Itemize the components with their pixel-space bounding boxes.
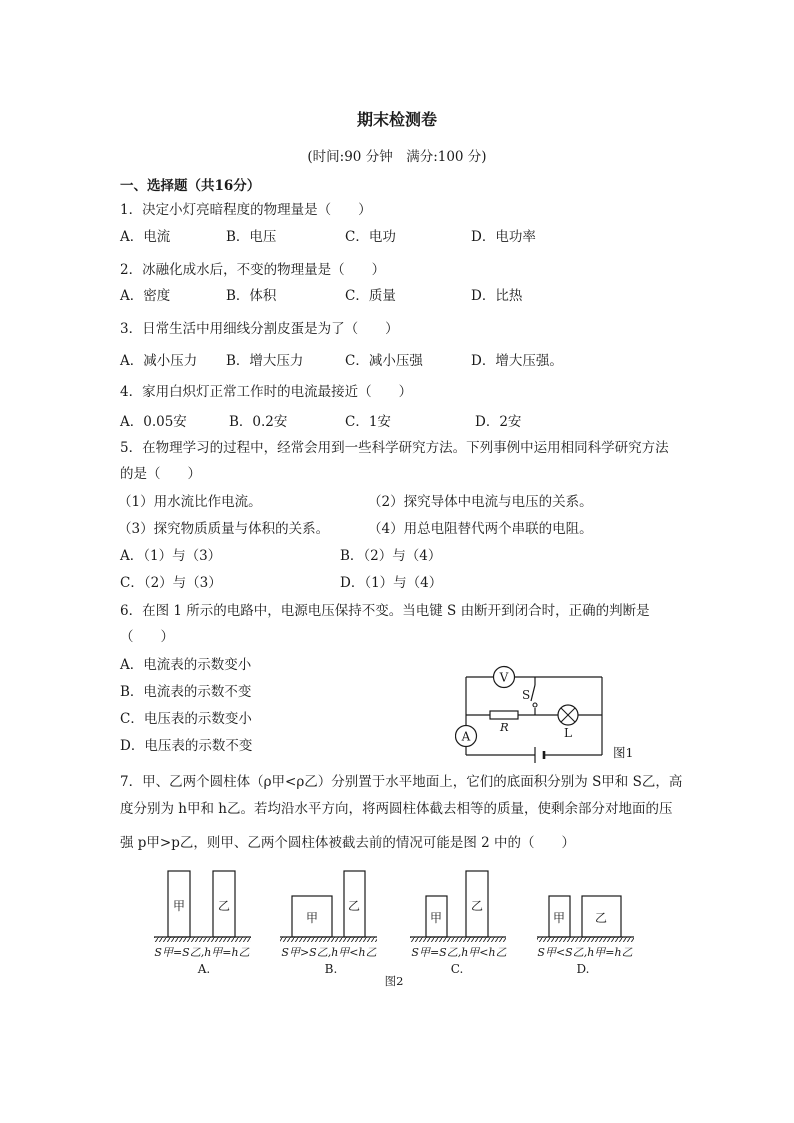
- question-2-option-d: D．比热: [471, 288, 523, 304]
- question-1-option-a: A．电流: [120, 229, 171, 245]
- panel-b: [280, 871, 377, 976]
- panel-c-condition: S甲=S乙,h甲<h乙: [411, 946, 507, 959]
- battery-symbol: [535, 747, 544, 763]
- question-6-option-d: D．电压表的示数不变: [120, 738, 253, 754]
- question-1-option-b: B．电压: [226, 229, 277, 245]
- figure-2-caption: 图2: [384, 974, 404, 988]
- question-5-item-4: （4）用总电阻替代两个串联的电阻。: [368, 521, 593, 537]
- question-6-option-b: B．电流表的示数不变: [120, 684, 252, 700]
- question-2-option-b: B．体积: [226, 288, 277, 304]
- panel-a-condition: S甲=S乙,h甲=h乙: [154, 946, 250, 959]
- block-yi: 乙: [347, 899, 361, 913]
- question-3-option-b: B．增大压力: [226, 353, 304, 369]
- question-7-stem-cont-1: 度分别为 h甲和 h乙。若均沿水平方向，将两圆柱体截去相等的质量，使剩余部分对地面的压: [120, 801, 673, 817]
- section-heading: 一、选择题（共16分）: [120, 178, 261, 194]
- block-yi: 乙: [217, 899, 231, 913]
- question-4-option-b: B．0.2安: [229, 414, 288, 430]
- resistor-label: R: [500, 720, 509, 734]
- question-1-stem: 1．决定小灯亮暗程度的物理量是（ ）: [120, 202, 372, 218]
- question-2-option-a: A．密度: [120, 288, 171, 304]
- question-3-option-c: C．减小压强: [345, 353, 423, 369]
- question-2-option-c: C．质量: [345, 288, 396, 304]
- page-title: 期末检测卷: [356, 110, 437, 129]
- ammeter-label: A: [461, 729, 471, 744]
- question-4-option-c: C．1安: [345, 414, 391, 430]
- question-4-stem: 4．家用白炽灯正常工作时的电流最接近（ ）: [120, 384, 413, 400]
- question-6-stem-cont: （ ）: [120, 629, 174, 645]
- question-5-option-a: A．（1）与（3）: [120, 548, 222, 564]
- panel-b-condition: S甲>S乙,h甲<h乙: [281, 946, 377, 959]
- block-jia: 甲: [552, 911, 566, 925]
- panel-a-letter: A.: [197, 962, 211, 976]
- block-yi: 乙: [470, 899, 484, 913]
- question-5-option-d: D．（1）与（4）: [340, 575, 443, 591]
- question-5-item-3: （3）探究物质质量与体积的关系。: [118, 521, 330, 537]
- panel-d: [537, 896, 634, 976]
- question-3-option-a: A．减小压力: [120, 353, 198, 369]
- cylinder-figure: [130, 860, 650, 992]
- question-5-stem-cont: 的是（ ）: [120, 466, 201, 482]
- panel-b-letter: B.: [324, 962, 338, 976]
- figure-1-caption: 图1: [613, 745, 634, 760]
- question-5-item-1: （1）用水流比作电流。: [118, 494, 262, 510]
- question-7-stem-cont-2: 强 p甲>p乙，则甲、乙两个圆柱体被截去前的情况可能是图 2 中的（ ）: [120, 835, 576, 851]
- question-5-stem: 5．在物理学习的过程中，经常会用到一些科学研究方法。下列事例中运用相同科学研究方法: [120, 440, 669, 456]
- question-5-option-c: C．（2）与（3）: [120, 575, 222, 591]
- question-7-stem: 7．甲、乙两个圆柱体（ρ甲<ρ乙）分别置于水平地面上，它们的底面积分别为 S甲和 S乙，高: [120, 774, 683, 790]
- block-yi: 乙: [594, 911, 608, 925]
- question-3-option-d: D．增大压强。: [471, 353, 563, 369]
- question-1-option-c: C．电功: [345, 229, 396, 245]
- switch-label: S: [522, 688, 531, 702]
- question-6-stem: 6．在图 1 所示的电路中，电源电压保持不变。当电键 S 由断开到闭合时，正确的判断是: [120, 603, 650, 619]
- block-jia: 甲: [172, 899, 186, 913]
- ammeter-symbol: [456, 726, 477, 747]
- question-4-option-d: D．2安: [475, 414, 522, 430]
- panel-d-condition: S甲<S乙,h甲=h乙: [537, 946, 633, 959]
- question-5-item-2: （2）探究导体中电流与电压的关系。: [368, 494, 593, 510]
- question-4-option-a: A．0.05安: [120, 414, 187, 430]
- panel-c-letter: C.: [450, 962, 464, 976]
- question-1-option-d: D．电功率: [471, 229, 536, 245]
- voltmeter-symbol: [494, 667, 515, 688]
- lamp-symbol: [558, 705, 578, 725]
- circuit-diagram: [455, 663, 645, 768]
- lamp-label: L: [564, 726, 572, 740]
- question-3-stem: 3．日常生活中用细线分割皮蛋是为了（ ）: [120, 321, 399, 337]
- block-jia: 甲: [429, 911, 443, 925]
- voltmeter-label: V: [499, 670, 509, 685]
- panel-c: [410, 871, 507, 976]
- panel-d-letter: D.: [576, 962, 590, 976]
- question-6-option-c: C．电压表的示数变小: [120, 711, 252, 727]
- panel-a: [154, 871, 251, 976]
- question-6-option-a: A．电流表的示数变小: [120, 657, 252, 673]
- block-jia: 甲: [305, 911, 319, 925]
- switch-contact: [533, 703, 537, 707]
- exam-info: (时间:90 分钟 满分:100 分): [307, 149, 487, 165]
- question-2-stem: 2．冰融化成水后，不变的物理量是（ ）: [120, 262, 386, 278]
- question-5-option-b: B．（2）与（4）: [340, 548, 442, 564]
